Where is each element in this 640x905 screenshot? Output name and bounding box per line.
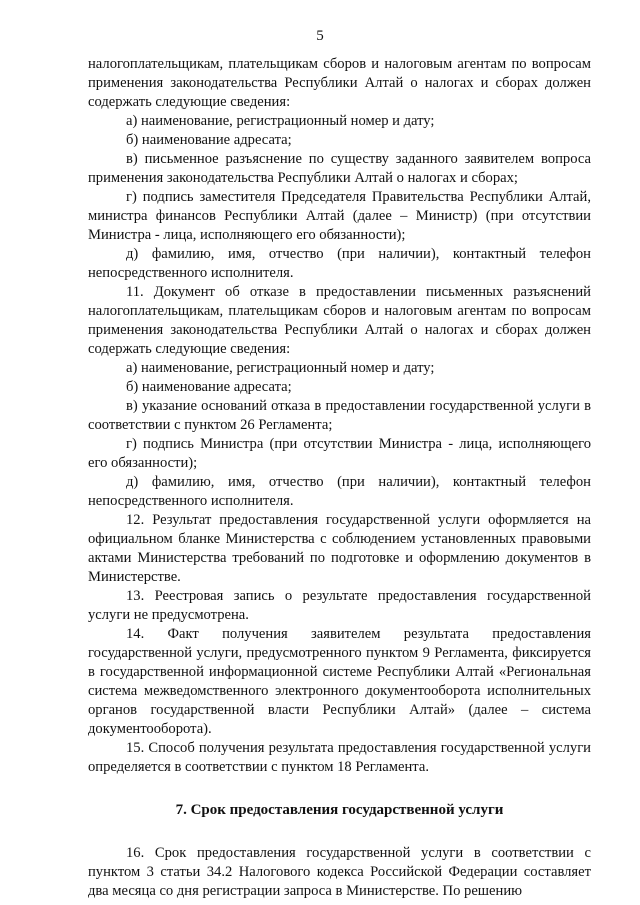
page-number: 5 [316,28,324,44]
paragraph: в) указание оснований отказа в предоставлении государственной услуги в соответствии с пунктом 26 Регламента; [88,398,591,433]
paragraph: б) наименование адресата; [126,132,292,148]
paragraph: налогоплательщикам, плательщикам сборов и налоговым агентам по вопросам применения законодательства Республики Алтай о налогах и сборах должен содержать следующие сведения: [88,56,591,110]
paragraph: г) подпись заместителя Председателя Правительства Республики Алтай, министра финансов Республики Алтай (далее – Министр) (при отсутствии Министра - лица, исполняющего его обязанности); [88,189,591,243]
paragraph: 11. Документ об отказе в предоставлении письменных разъяснений налогоплательщикам, плательщикам сборов и налоговым агентам по вопросам применения законодательства Республики Алтай о налогах и сборах должен содержать следующие сведения: [88,284,591,357]
paragraph: 15. Способ получения результата предоставления государственной услуги определяется в соответствии с пунктом 18 Регламента. [88,740,591,775]
paragraph: 13. Реестровая запись о результате предоставления государственной услуги не предусмотрена. [88,588,591,623]
document-body [88,55,591,901]
paragraph: б) наименование адресата; [126,379,292,395]
paragraph: 12. Результат предоставления государственной услуги оформляется на официальном бланке Министерства с соблюдением установленных правовыми актами Министерства требований по подготовке и оформлению документов в Министерстве. [88,512,591,585]
paragraph: в) письменное разъяснение по существу заданного заявителем вопроса применения законодательства Республики Алтай о налогах и сборах; [88,151,591,186]
paragraph: д) фамилию, имя, отчество (при наличии), контактный телефон непосредственного исполнителя. [88,246,591,281]
paragraph: г) подпись Министра (при отсутствии Министра - лица, исполняющего его обязанности); [88,436,591,471]
paragraph: 16. Срок предоставления государственной услуги в соответствии с пунктом 3 статьи 34.2 Налогового кодекса Российской Федерации составляет два месяца со дня регистрации запроса в Министерстве. По решению [88,845,591,899]
paragraph: д) фамилию, имя, отчество (при наличии), контактный телефон непосредственного исполнителя. [88,474,591,509]
paragraph: а) наименование, регистрационный номер и дату; [126,360,435,376]
section-title: 7. Срок предоставления государственной услуги [175,802,504,818]
paragraphs-top [88,55,591,777]
paragraphs-bottom [88,844,591,901]
paragraph: а) наименование, регистрационный номер и дату; [126,113,435,129]
paragraph: 14. Факт получения заявителем результата предоставления государственной услуги, предусмотренного пунктом 9 Регламента, фиксируется в государственной информационной системе Республики Алтай «Региональная система межведомственного электронного документооборота исполнительных органов государственной власти Республики Алтай» (далее – система документооборота). [88,626,591,737]
